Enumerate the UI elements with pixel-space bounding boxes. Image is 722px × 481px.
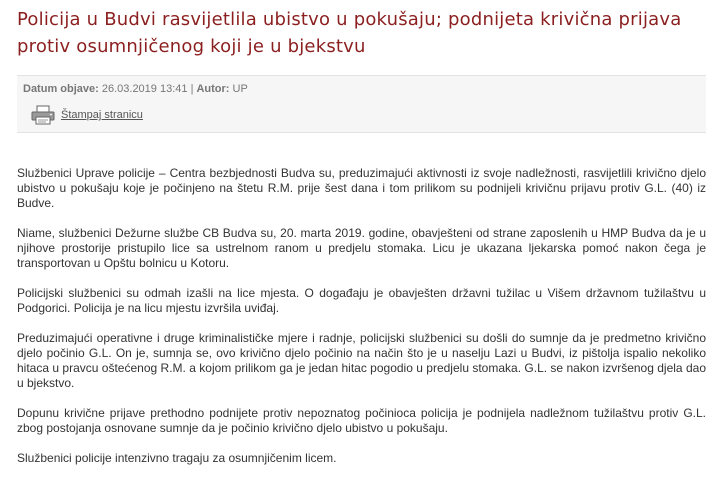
printer-icon[interactable] bbox=[31, 105, 55, 125]
article-meta bbox=[23, 82, 248, 96]
author-value: UP bbox=[232, 83, 248, 95]
meta-separator: | bbox=[190, 83, 194, 95]
article-paragraph: Niame, službenici Dežurne službe CB Budva su, 20. marta 2019. godine, obavješteni od strane zaposlenih u HMP Budva da je u njihove prostorije pristupilo lice sa ustrelnom ranom u predjelu stomaka. Licu je ukazana ljekarska pomoć nakon čega je transportovan u Opštu bolnicu u Kotoru. bbox=[17, 226, 706, 270]
article-paragraph: Dopunu krivične prijave prethodno podnijete protiv nepoznatog počinioca policija je podnijela nadležnom tužilaštvu protiv G.L. zbog postojanja osnovane sumnje da je počinio krivično djelo ubistvo u pokušaju. bbox=[17, 406, 706, 435]
date-label: Datum objave: bbox=[23, 83, 99, 95]
date-value: 26.03.2019 13:41 bbox=[101, 83, 188, 95]
article-meta-box bbox=[17, 75, 706, 133]
article-paragraph: Službenici Uprave policije – Centra bezbjednosti Budva su, preduzimajući aktivnosti iz svoje nadležnosti, rasvijetlili krivično djelo ubistvo u pokušaju koje je počinjeno na štetu R.M. prije šest dana i tom prilikom su podnijeli krivičnu prijavu protiv G.L. (40) iz Budve. bbox=[17, 166, 706, 210]
article-body bbox=[17, 166, 706, 481]
author-label: Autor: bbox=[196, 83, 230, 95]
article-paragraph: Službenici policije intenzivno tragaju za osumnjičenim licem. bbox=[17, 451, 337, 465]
article-paragraph: Preduzimajući operativne i druge kriminalističke mjere i radnje, policijski službenici su došli do sumnje da je predmetno krivično djelo počinio G.L. On je, sumnja se, ovo krivično djelo počinio na način što je u naselju Lazi u Budvi, iz pištolja ispalio nekoliko hitaca u pravcu oštećenog R.M. a kojom prilikom ga je jedan hitac pogodio u predjelu stomaka. G.L. se nakon izvršenog djela dao u bjekstvo. bbox=[17, 331, 706, 390]
print-page-link[interactable]: Štampaj stranicu bbox=[61, 109, 143, 121]
article-paragraph: Policijski službenici su odmah izašli na lice mjesta. O događaju je obavješten državni tužilac u Višem državnom tužilaštvu u Podgorici. Policija je na licu mjestu izvršila uviđaj. bbox=[17, 286, 706, 315]
article-title: Policija u Budvi rasvijetlila ubistvo u pokušaju; podnijeta krivična prijava protiv osumnjičenog koji je u bjekstvu bbox=[17, 9, 682, 57]
print-page-row[interactable] bbox=[31, 104, 143, 126]
